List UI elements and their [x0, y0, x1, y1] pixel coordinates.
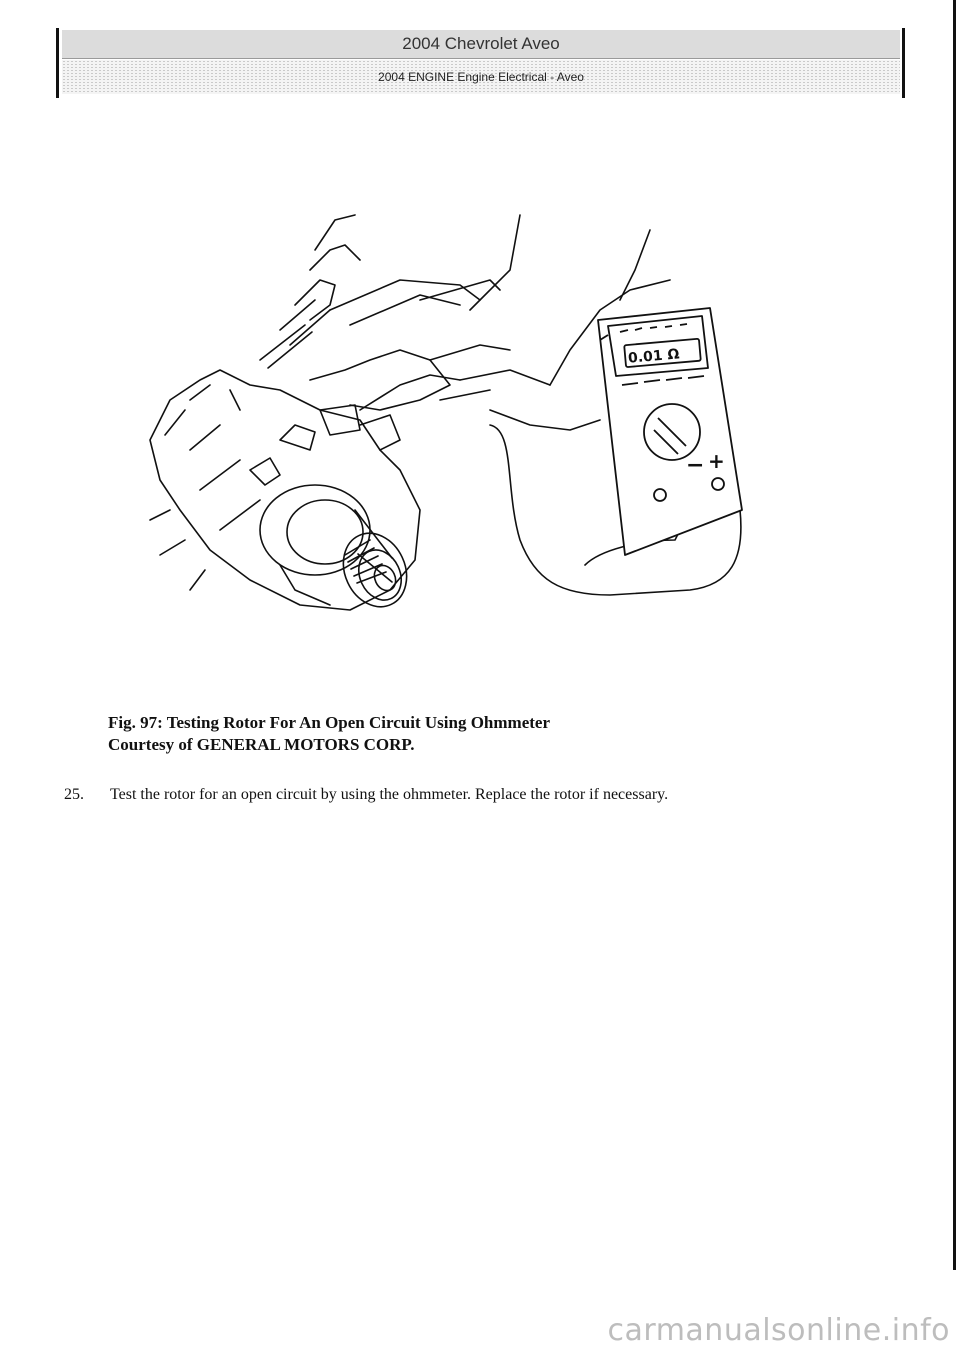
- step-number: 25.: [64, 786, 84, 803]
- meter-plus-label: +: [708, 449, 725, 473]
- meter-minus-label: −: [686, 453, 705, 478]
- rotor-ohmmeter-illustration: [130, 210, 750, 640]
- meter-display-reading: 0.01 Ω: [627, 346, 681, 367]
- page-right-rule: [953, 0, 956, 1270]
- header-right-rule: [902, 28, 905, 98]
- alternator-drawing: [150, 370, 420, 617]
- figure-caption-title: Fig. 97: Testing Rotor For An Open Circuit Using Ohmmeter: [108, 713, 550, 732]
- figure-caption-credit: Courtesy of GENERAL MOTORS CORP.: [108, 735, 415, 754]
- watermark-text: carmanualsonline.info: [607, 1313, 950, 1348]
- document-title: 2004 Chevrolet Aveo: [62, 30, 900, 59]
- procedure-step: [64, 786, 668, 804]
- ohmmeter-drawing: [598, 308, 742, 555]
- step-text: Test the rotor for an open circuit by using the ohmmeter. Replace the rotor if necessary.: [110, 786, 669, 803]
- figure-caption: [108, 712, 550, 756]
- document-subtitle: 2004 ENGINE Engine Electrical - Aveo: [62, 60, 900, 94]
- header-left-rule: [56, 28, 59, 98]
